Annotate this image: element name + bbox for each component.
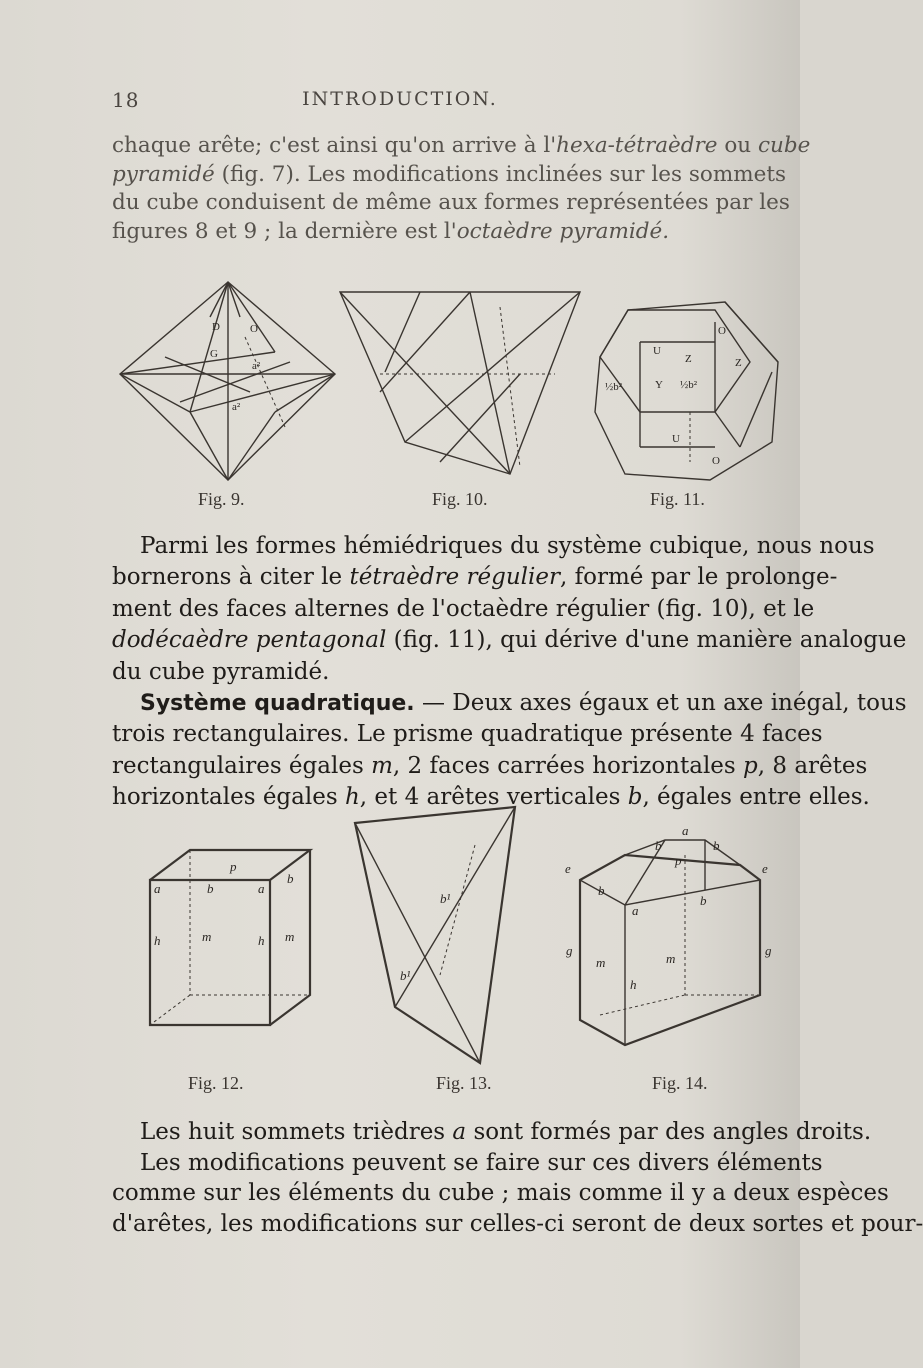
fig9-label: a² [252, 360, 261, 372]
term-tetraedre-regulier: tétraèdre régulier [349, 564, 560, 591]
fig12-label: h [154, 933, 161, 948]
text: , formé par le prolonge- [559, 564, 838, 591]
fig14-label: a [682, 823, 689, 838]
term-octaedre-pyramide: octaèdre pyramidé. [456, 218, 670, 244]
fig14-label: a [632, 903, 639, 918]
fig11-label: Z [735, 357, 742, 369]
fig13-label: b¹ [400, 968, 411, 983]
caption-fig14: Fig. 14. [652, 1073, 708, 1093]
term-dodecaedre: dodécaèdre pentagonal [112, 627, 387, 654]
fig14-label: m [666, 951, 676, 966]
var-m: m [371, 752, 393, 779]
running-title: INTRODUCTION. [302, 88, 498, 110]
caption-fig11: Fig. 11. [650, 489, 705, 509]
figure-13-sphenoid [355, 807, 515, 1063]
text: — Deux axes égaux et un axe inégal, tous [414, 690, 907, 717]
var-h: h [344, 784, 360, 811]
figure-10-tetrahedron [340, 292, 580, 474]
fig14-label: p [675, 853, 682, 868]
paragraph-hemiedric [112, 531, 907, 814]
text: du cube conduisent de même aux formes représentées par les [112, 190, 790, 215]
text: (fig. 11), qui dérive d'une manière analogue [386, 627, 907, 654]
caption-fig10: Fig. 10. [432, 489, 488, 509]
text: trois rectangulaires. Le prisme quadratique présente 4 faces [112, 721, 823, 748]
caption-fig9: Fig. 9. [198, 489, 245, 509]
fig13-label: b¹ [440, 891, 451, 906]
fig14-label: e [762, 861, 768, 876]
text: , 2 faces carrées horizontales [392, 752, 744, 779]
text: rectangulaires égales [112, 752, 372, 779]
fig14-label: e [565, 861, 571, 876]
fig11-label: U [672, 433, 680, 445]
figure-14-modified-prism [565, 823, 772, 1045]
text: sont formés par des angles droits. [466, 1119, 872, 1145]
paragraph-trihedral [112, 1117, 923, 1239]
caption-fig12: Fig. 12. [188, 1073, 244, 1093]
fig12-label: a [154, 881, 161, 896]
var-p: p [743, 752, 758, 779]
fig14-label: g [566, 943, 573, 958]
fig11-label: Z [685, 353, 692, 365]
figures-9-10-11 [0, 262, 800, 502]
fig14-label: g [765, 943, 772, 958]
text: Les modifications peuvent se faire sur ces divers éléments [140, 1149, 823, 1176]
text: , égales entre elles. [642, 784, 870, 811]
figure-11-dodecahedron [595, 302, 778, 480]
text: bornerons à citer le [112, 564, 350, 591]
fig9-label: a² [232, 401, 241, 413]
page-header [0, 88, 800, 118]
text: figures 8 et 9 ; la dernière est l' [112, 218, 457, 244]
text: chaque arête; c'est ainsi qu'on arrive à l' [112, 133, 557, 158]
text: comme sur les éléments du cube ; mais comme il y a deux espèces [112, 1180, 889, 1206]
fig11-label: ½b² [605, 381, 623, 393]
fig11-label: ½b² [680, 379, 698, 391]
fig12-label: h [258, 933, 265, 948]
var-b: b [627, 784, 643, 811]
figure-12-prism [150, 850, 310, 1025]
text: ou [717, 133, 758, 158]
text: Parmi les formes hémiédriques du système cubique, nous nous [140, 533, 875, 559]
figure-9-octahedron [120, 282, 335, 480]
fig11-label: U [653, 345, 661, 357]
fig9-label: G [210, 348, 218, 360]
fig14-label: m [596, 955, 606, 970]
text: , 8 arêtes [757, 752, 868, 779]
paragraph-intro [112, 132, 811, 246]
text: d'arêtes, les modifications sur celles-ci seront de deux sortes et pour- [112, 1210, 923, 1237]
page-number: 18 [112, 88, 140, 112]
section-heading: Système quadratique. [140, 691, 415, 717]
fig14-label: b [655, 838, 662, 853]
text: Les huit sommets trièdres [140, 1119, 453, 1145]
fig12-label: b [207, 881, 214, 896]
fig14-label: h [630, 977, 637, 992]
term-pyramide: pyramidé [112, 161, 215, 187]
fig12-label: m [202, 929, 212, 944]
fig12-label: m [285, 929, 295, 944]
caption-fig13: Fig. 13. [436, 1073, 492, 1093]
text: , et 4 arêtes verticales [359, 784, 628, 811]
var-a: a [452, 1119, 467, 1145]
text: horizontales égales [112, 784, 345, 811]
figures-12-13-14 [0, 795, 800, 1075]
fig9-label: D [212, 321, 220, 333]
fig11-label: O [718, 325, 726, 337]
text: du cube pyramidé. [112, 658, 330, 685]
fig12-label: p [230, 859, 237, 874]
fig14-label: b [700, 893, 707, 908]
fig12-label: a [258, 881, 265, 896]
term-hexa-tetraedre: hexa-tétraèdre [556, 133, 718, 158]
fig11-label: O [712, 455, 720, 467]
fig11-label: Y [655, 379, 663, 391]
term-cube: cube [758, 133, 811, 158]
fig14-label: b [598, 883, 605, 898]
fig12-label: b [287, 871, 294, 886]
text: (fig. 7). Les modifications inclinées sur les sommets [214, 161, 786, 187]
fig9-label: O [250, 323, 258, 335]
text: ment des faces alternes de l'octaèdre régulier (fig. 10), et le [112, 595, 815, 622]
fig14-label: b [713, 838, 720, 853]
